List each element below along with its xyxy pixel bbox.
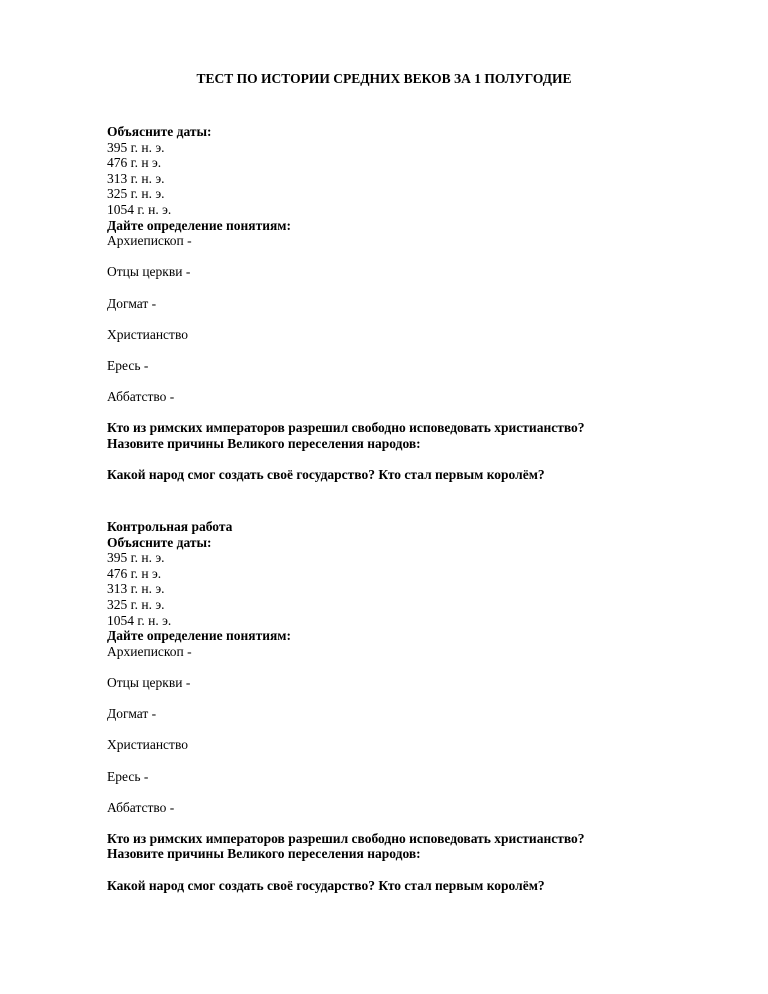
blank-line <box>107 753 727 769</box>
term-item: Архиепископ - <box>107 233 192 249</box>
blank-line <box>107 342 727 358</box>
blank-line <box>107 659 727 675</box>
date-item: 1054 г. н. э. <box>107 612 172 628</box>
blank-line <box>107 311 727 327</box>
date-item: 325 г. н. э. <box>107 596 165 612</box>
test-section <box>107 124 727 483</box>
question-migration: Назовите причины Великого переселения народов: <box>107 846 421 862</box>
definitions-heading: Дайте определение понятиям: <box>107 628 291 644</box>
blank-line <box>107 374 727 390</box>
blank-line <box>107 722 727 738</box>
blank-line <box>107 862 727 878</box>
term-item: Ересь - <box>107 768 149 784</box>
date-item: 476 г. н э. <box>107 565 162 581</box>
term-item: Догмат - <box>107 706 157 722</box>
date-item: 1054 г. н. э. <box>107 201 172 217</box>
blank-line <box>107 815 727 831</box>
document-title: ТЕСТ ПО ИСТОРИИ СРЕДНИХ ВЕКОВ ЗА 1 ПОЛУГОДИЕ <box>196 71 572 86</box>
blank-line <box>107 405 727 421</box>
term-item: Архиепископ - <box>107 643 192 659</box>
dates-heading: Объясните даты: <box>107 124 212 139</box>
dates-heading: Объясните даты: <box>107 534 212 550</box>
blank-line <box>107 784 727 800</box>
date-item: 476 г. н э. <box>107 155 162 171</box>
blank-line <box>107 451 727 467</box>
date-item: 313 г. н. э. <box>107 581 165 597</box>
term-item: Аббатство - <box>107 389 175 405</box>
question-migration: Назовите причины Великого переселения народов: <box>107 435 421 451</box>
term-item: Догмат - <box>107 295 157 311</box>
question-state: Какой народ смог создать своё государство? Кто стал первым королём? <box>107 877 545 893</box>
date-item: 313 г. н. э. <box>107 170 165 186</box>
question-emperor: Кто из римских императоров разрешил свободно исповедовать христианство? <box>107 420 585 436</box>
blank-line <box>107 249 727 265</box>
term-item: Христианство <box>107 326 188 342</box>
control-work-section <box>107 519 727 893</box>
date-item: 395 г. н. э. <box>107 139 165 155</box>
date-item: 395 г. н. э. <box>107 550 165 566</box>
blank-line <box>107 280 727 296</box>
term-item: Аббатство - <box>107 799 175 815</box>
term-item: Отцы церкви - <box>107 674 191 690</box>
term-item: Отцы церкви - <box>107 264 191 280</box>
term-item: Христианство <box>107 737 188 753</box>
definitions-heading: Дайте определение понятиям: <box>107 217 291 233</box>
date-item: 325 г. н. э. <box>107 186 165 202</box>
blank-line <box>107 691 727 707</box>
question-state: Какой народ смог создать своё государство? Кто стал первым королём? <box>107 467 545 483</box>
question-emperor: Кто из римских императоров разрешил свободно исповедовать христианство? <box>107 830 585 846</box>
control-work-heading: Контрольная работа <box>107 519 233 534</box>
term-item: Ересь - <box>107 357 149 373</box>
